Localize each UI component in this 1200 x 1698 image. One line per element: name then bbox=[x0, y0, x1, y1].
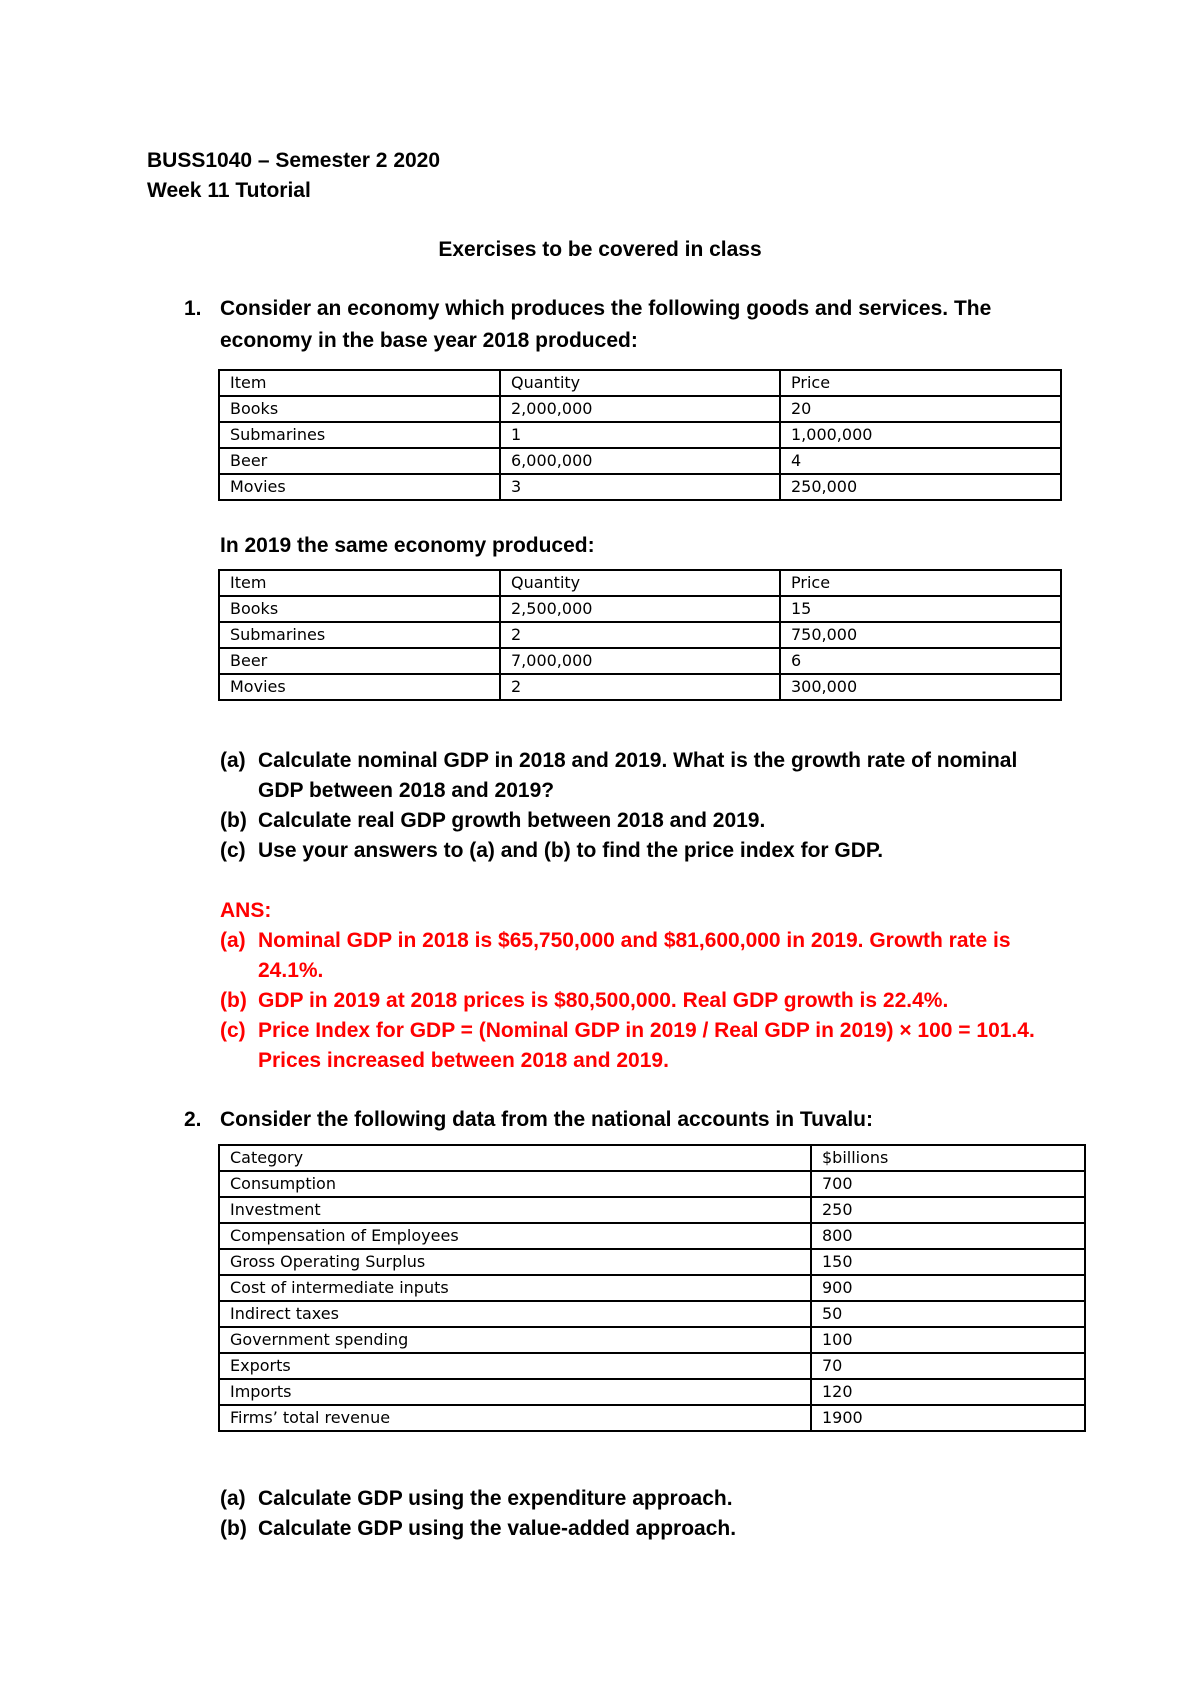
answer-a-label: (a) bbox=[220, 929, 246, 952]
table-cell: 750,000 bbox=[780, 622, 1061, 648]
q1-part-a-label: (a) bbox=[220, 749, 246, 772]
table-cell: Imports bbox=[219, 1379, 811, 1405]
table-header-cell: $billions bbox=[811, 1145, 1085, 1171]
q1-part-a-line1: Calculate nominal GDP in 2018 and 2019. What is the growth rate of nominal bbox=[258, 749, 1018, 772]
answer-c-line1: Price Index for GDP = (Nominal GDP in 2019 / Real GDP in 2019) × 100 = 101.4. bbox=[258, 1019, 1035, 1042]
table-cell: Exports bbox=[219, 1353, 811, 1379]
table-cell: Movies bbox=[219, 674, 500, 700]
table-cell: Submarines bbox=[219, 422, 500, 448]
q1-text-line1: Consider an economy which produces the following goods and services. The bbox=[220, 297, 992, 320]
table-cell: 15 bbox=[780, 596, 1061, 622]
table-cell: 900 bbox=[811, 1275, 1085, 1301]
q1-part-b-label: (b) bbox=[220, 809, 247, 832]
q1-part-a-line2: GDP between 2018 and 2019? bbox=[258, 779, 555, 802]
table-row bbox=[219, 596, 1061, 622]
table-header-cell: Price bbox=[780, 570, 1061, 596]
table-cell: 2 bbox=[500, 674, 780, 700]
table-cell: Books bbox=[219, 596, 500, 622]
table-row bbox=[219, 1197, 1085, 1223]
table-cell: Beer bbox=[219, 648, 500, 674]
table-cell: 250 bbox=[811, 1197, 1085, 1223]
q2-text: Consider the following data from the national accounts in Tuvalu: bbox=[220, 1108, 873, 1131]
table-cell: 100 bbox=[811, 1327, 1085, 1353]
table-header-cell: Quantity bbox=[500, 370, 780, 396]
table-cell: Movies bbox=[219, 474, 500, 500]
table-cell: 120 bbox=[811, 1379, 1085, 1405]
table-row bbox=[219, 1275, 1085, 1301]
table-cell: Submarines bbox=[219, 622, 500, 648]
table-2018 bbox=[218, 369, 1062, 501]
table-header-row bbox=[219, 1145, 1085, 1171]
answer-c-label: (c) bbox=[220, 1019, 246, 1042]
q2-part-b-label: (b) bbox=[220, 1517, 247, 1540]
table-row bbox=[219, 622, 1061, 648]
q2-number: 2. bbox=[184, 1108, 202, 1131]
table-cell: 6,000,000 bbox=[500, 448, 780, 474]
table-header-cell: Price bbox=[780, 370, 1061, 396]
table-cell: Consumption bbox=[219, 1171, 811, 1197]
table-cell: Investment bbox=[219, 1197, 811, 1223]
table-cell: 300,000 bbox=[780, 674, 1061, 700]
table-cell: Cost of intermediate inputs bbox=[219, 1275, 811, 1301]
q1-text-line2: economy in the base year 2018 produced: bbox=[220, 329, 638, 352]
answers-heading: ANS: bbox=[220, 899, 272, 922]
table-cell: 70 bbox=[811, 1353, 1085, 1379]
table-header-cell: Item bbox=[219, 370, 500, 396]
table-cell: 2 bbox=[500, 622, 780, 648]
course-title: BUSS1040 – Semester 2 2020 bbox=[147, 149, 441, 172]
table-cell: 250,000 bbox=[780, 474, 1061, 500]
table-row bbox=[219, 1405, 1085, 1431]
table-cell: Beer bbox=[219, 448, 500, 474]
table-cell: 700 bbox=[811, 1171, 1085, 1197]
table-header-row bbox=[219, 370, 1061, 396]
table-cell: Indirect taxes bbox=[219, 1301, 811, 1327]
table-header-row bbox=[219, 570, 1061, 596]
answer-b-text: GDP in 2019 at 2018 prices is $80,500,000. Real GDP growth is 22.4%. bbox=[258, 989, 949, 1012]
table-tuvalu bbox=[218, 1144, 1086, 1432]
table-row bbox=[219, 674, 1061, 700]
q2-part-a-text: Calculate GDP using the expenditure approach. bbox=[258, 1487, 733, 1510]
answer-b-label: (b) bbox=[220, 989, 247, 1012]
table-cell: 1900 bbox=[811, 1405, 1085, 1431]
table-cell: 1,000,000 bbox=[780, 422, 1061, 448]
table-row bbox=[219, 1379, 1085, 1405]
table-row bbox=[219, 1223, 1085, 1249]
table-row bbox=[219, 1249, 1085, 1275]
table-header-cell: Quantity bbox=[500, 570, 780, 596]
table-cell: Gross Operating Surplus bbox=[219, 1249, 811, 1275]
table-cell: Firms’ total revenue bbox=[219, 1405, 811, 1431]
table-cell: 2,500,000 bbox=[500, 596, 780, 622]
table-row bbox=[219, 648, 1061, 674]
table-cell: 3 bbox=[500, 474, 780, 500]
q1-part-c-label: (c) bbox=[220, 839, 246, 862]
table-row bbox=[219, 422, 1061, 448]
table-cell: 50 bbox=[811, 1301, 1085, 1327]
table-cell: 2,000,000 bbox=[500, 396, 780, 422]
table-header-cell: Category bbox=[219, 1145, 811, 1171]
table-header-cell: Item bbox=[219, 570, 500, 596]
table-row bbox=[219, 1353, 1085, 1379]
table-cell: 7,000,000 bbox=[500, 648, 780, 674]
table-cell: 4 bbox=[780, 448, 1061, 474]
table-cell: 800 bbox=[811, 1223, 1085, 1249]
table-2019 bbox=[218, 569, 1062, 701]
q1-part-c-text: Use your answers to (a) and (b) to find the price index for GDP. bbox=[258, 839, 884, 862]
table-row bbox=[219, 1327, 1085, 1353]
q1-mid-text: In 2019 the same economy produced: bbox=[220, 534, 595, 557]
table-cell: Compensation of Employees bbox=[219, 1223, 811, 1249]
answer-c-line2: Prices increased between 2018 and 2019. bbox=[258, 1049, 669, 1072]
q1-number: 1. bbox=[184, 297, 202, 320]
table-cell: 1 bbox=[500, 422, 780, 448]
answer-a-line1: Nominal GDP in 2018 is $65,750,000 and $81,600,000 in 2019. Growth rate is bbox=[258, 929, 1011, 952]
q2-part-b-text: Calculate GDP using the value-added approach. bbox=[258, 1517, 737, 1540]
table-row bbox=[219, 448, 1061, 474]
table-cell: Government spending bbox=[219, 1327, 811, 1353]
table-row bbox=[219, 1171, 1085, 1197]
table-row bbox=[219, 396, 1061, 422]
answer-a-line2: 24.1%. bbox=[258, 959, 324, 982]
section-title: Exercises to be covered in class bbox=[438, 238, 762, 261]
table-cell: 20 bbox=[780, 396, 1061, 422]
table-row bbox=[219, 1301, 1085, 1327]
q1-part-b-text: Calculate real GDP growth between 2018 and 2019. bbox=[258, 809, 766, 832]
table-cell: Books bbox=[219, 396, 500, 422]
q2-part-a-label: (a) bbox=[220, 1487, 246, 1510]
week-title: Week 11 Tutorial bbox=[147, 179, 311, 202]
table-row bbox=[219, 474, 1061, 500]
table-cell: 150 bbox=[811, 1249, 1085, 1275]
table-cell: 6 bbox=[780, 648, 1061, 674]
